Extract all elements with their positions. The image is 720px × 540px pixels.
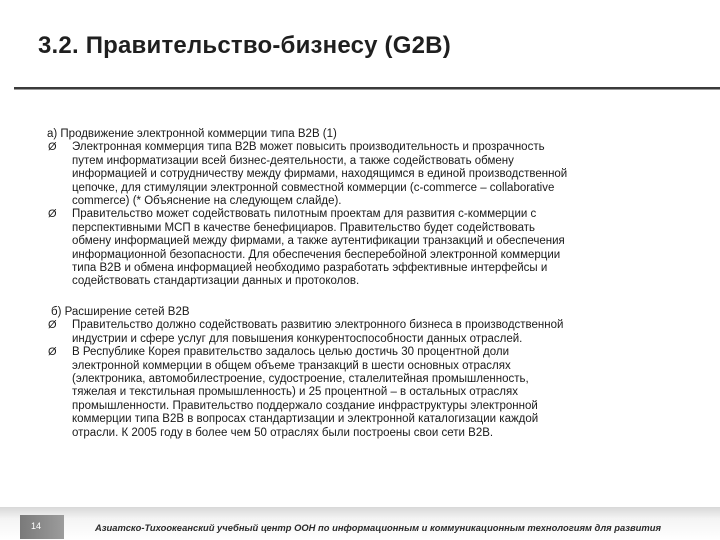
bullet-line: В Республике Корея правительство задалось целью достичь 30 процентной доли bbox=[72, 346, 510, 359]
bullet-line: промышленности. Правительство поддержало создание инфраструктуры электронной bbox=[72, 399, 538, 412]
bullet-line: (электроника, автомобилестроение, судостроение, сталелитейная промышленность, bbox=[72, 372, 529, 385]
bullet-item bbox=[47, 208, 697, 288]
bullet-line: Правительство может содействовать пилотным проектам для развития c-коммерции с bbox=[72, 208, 537, 221]
bullet-line: индустрии и сфере услуг для повышения конкурентоспособности данных отраслей. bbox=[72, 332, 523, 345]
section-gap bbox=[47, 289, 697, 306]
title-divider-shadow bbox=[14, 89, 720, 90]
section-b-heading: б) Расширение сетей B2B bbox=[51, 305, 190, 318]
bullet-line: цепочке, для стимуляции электронной совместной коммерции (c-commerce – collaborative bbox=[72, 181, 555, 194]
bullet-line: обмену информацией между фирмами, а также аутентификации транзакций и обеспечения bbox=[72, 235, 565, 248]
section-a-heading: а) Продвижение электронной коммерции типа B2B (1) bbox=[47, 128, 337, 140]
bullet-line: Электронная коммерция типа B2B может повысить производительность и прозрачность bbox=[72, 141, 545, 154]
bullet-item bbox=[47, 319, 697, 346]
page-number: 14 bbox=[31, 521, 42, 531]
bullet-line: отрасли. К 2005 году в более чем 50 отраслях были построены свои сети B2B. bbox=[72, 426, 494, 439]
bullet-item bbox=[47, 141, 697, 208]
slide-footer bbox=[0, 507, 720, 540]
bullet-line: перспективными МСП в качестве бенефициаров. Правительство будет содействовать bbox=[72, 221, 535, 234]
bullet-line: путем информатизации всей бизнес-деятельности, а также содействовать обмену bbox=[72, 154, 514, 167]
bullet-item bbox=[47, 346, 697, 440]
bullet-line: содействовать стандартизации данных и протоколов. bbox=[72, 275, 360, 288]
bullet-line: тяжелая и текстильная промышленность) и 25 процентной – в остальных отраслях bbox=[72, 386, 518, 399]
page-number-box bbox=[20, 515, 64, 539]
slide-content bbox=[47, 128, 697, 440]
bullet-line: информацией и сотрудничеству между фирмами, находящимся в единой производственной bbox=[72, 168, 568, 181]
arrow-bullet-icon: Ø bbox=[48, 208, 57, 221]
bullet-line: типа B2B и обмена информацией необходимо разработать эффективные интерфейсы и bbox=[72, 262, 548, 275]
bullet-line: commerce) (* Объяснение на следующем слайде). bbox=[72, 195, 342, 208]
arrow-bullet-icon: Ø bbox=[48, 319, 57, 332]
footer-organization-text: Азиатско-Тихоокеанский учебный центр ООН по информационным и коммуникационным технологиям для развития bbox=[95, 522, 661, 533]
slide-title: 3.2. Правительство-бизнесу (G2B) bbox=[38, 32, 451, 59]
bullet-line: информационной безопасности. Для обеспечения бесперебойной электронной коммерции bbox=[72, 248, 561, 261]
bullet-line: коммерции типа B2B в вопросах стандартизации и электронной каталогизации каждой bbox=[72, 413, 539, 426]
bullet-line: электронной коммерции в общем объеме транзакций в шести основных отраслях bbox=[72, 359, 511, 372]
arrow-bullet-icon: Ø bbox=[48, 346, 57, 359]
bullet-line: Правительство должно содействовать развитию электронного бизнеса в производственной bbox=[72, 319, 564, 332]
arrow-bullet-icon: Ø bbox=[48, 141, 57, 154]
